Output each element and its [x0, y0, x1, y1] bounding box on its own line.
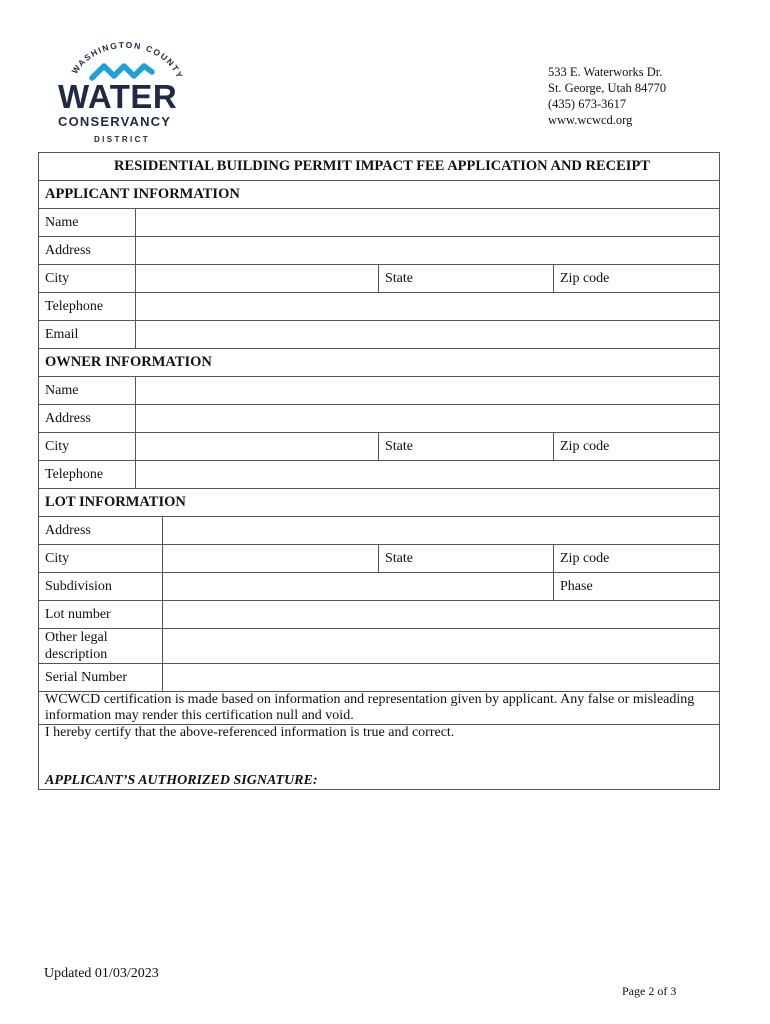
lot-number-field[interactable] [163, 601, 720, 629]
applicant-address-field[interactable] [136, 237, 720, 265]
applicant-city-field[interactable] [136, 265, 379, 293]
certify-statement: I hereby certify that the above-referenced information is true and correct. [45, 725, 455, 740]
lot-serial-label: Serial Number [39, 664, 163, 692]
applicant-name-label: Name [39, 209, 136, 237]
logo-wave-icon [92, 66, 152, 78]
permit-form [38, 152, 720, 790]
applicant-name-field[interactable] [136, 209, 720, 237]
address-city: St. George, Utah 84770 [548, 81, 667, 95]
applicant-telephone-label: Telephone [39, 293, 136, 321]
applicant-email-label: Email [39, 321, 136, 349]
owner-address-label: Address [39, 405, 136, 433]
owner-telephone-field[interactable] [136, 461, 720, 489]
owner-telephone-label: Telephone [39, 461, 136, 489]
lot-subdivision-label: Subdivision [39, 573, 163, 601]
signature-block[interactable] [39, 725, 720, 790]
certification-note: WCWCD certification is made based on information and representation given by applicant. Any false or misleading information may render this certification null and void. [39, 692, 720, 725]
applicant-city-label: City [39, 265, 136, 293]
section-lot-heading: LOT INFORMATION [39, 489, 720, 517]
owner-state-label: State [385, 438, 413, 454]
address-phone: (435) 673-3617 [548, 97, 627, 111]
applicant-email-field[interactable] [136, 321, 720, 349]
owner-name-field[interactable] [136, 377, 720, 405]
lot-other-legal-label: Other legal description [39, 629, 163, 664]
lot-number-label: Lot number [39, 601, 163, 629]
applicant-address-label: Address [39, 237, 136, 265]
lot-phase-label: Phase [560, 578, 593, 594]
lot-address-label: Address [39, 517, 163, 545]
logo-word-district: DISTRICT [94, 135, 151, 144]
applicant-telephone-field[interactable] [136, 293, 720, 321]
owner-name-label: Name [39, 377, 136, 405]
address-website: www.wcwcd.org [548, 113, 633, 127]
lot-zip-label: Zip code [560, 550, 610, 566]
owner-city-field[interactable] [136, 433, 379, 461]
logo-word-conservancy: CONSERVANCY [58, 114, 172, 129]
applicant-state-field[interactable] [379, 265, 554, 293]
lot-subdivision-field[interactable] [163, 573, 554, 601]
owner-state-field[interactable] [379, 433, 554, 461]
lot-state-label: State [385, 550, 413, 566]
signature-label: APPLICANT’S AUTHORIZED SIGNATURE: [45, 773, 318, 788]
lot-address-field[interactable] [163, 517, 720, 545]
applicant-zip-label: Zip code [560, 270, 610, 286]
lot-state-field[interactable] [379, 545, 554, 573]
owner-zip-label: Zip code [560, 438, 610, 454]
page-number: Page 2 of 3 [622, 984, 677, 998]
lot-zip-field[interactable] [554, 545, 720, 573]
section-applicant-heading: APPLICANT INFORMATION [39, 181, 720, 209]
updated-date: Updated 01/03/2023 [44, 966, 159, 981]
owner-address-field[interactable] [136, 405, 720, 433]
lot-phase-field[interactable] [554, 573, 720, 601]
owner-city-label: City [39, 433, 136, 461]
lot-other-legal-field[interactable] [163, 629, 720, 664]
applicant-zip-field[interactable] [554, 265, 720, 293]
logo-arc-text: WASHINGTON COUNTY [69, 40, 186, 81]
logo-word-water: WATER [58, 78, 178, 115]
applicant-state-label: State [385, 270, 413, 286]
district-address [548, 64, 666, 128]
lot-city-label: City [39, 545, 163, 573]
lot-serial-field[interactable] [163, 664, 720, 692]
address-street: 533 E. Waterworks Dr. [548, 65, 663, 79]
form-title: RESIDENTIAL BUILDING PERMIT IMPACT FEE APPLICATION AND RECEIPT [39, 153, 720, 181]
owner-zip-field[interactable] [554, 433, 720, 461]
district-logo [52, 40, 202, 152]
svg-text:WASHINGTON COUNTY [70, 40, 186, 81]
section-owner-heading: OWNER INFORMATION [39, 349, 720, 377]
lot-city-field[interactable] [163, 545, 379, 573]
